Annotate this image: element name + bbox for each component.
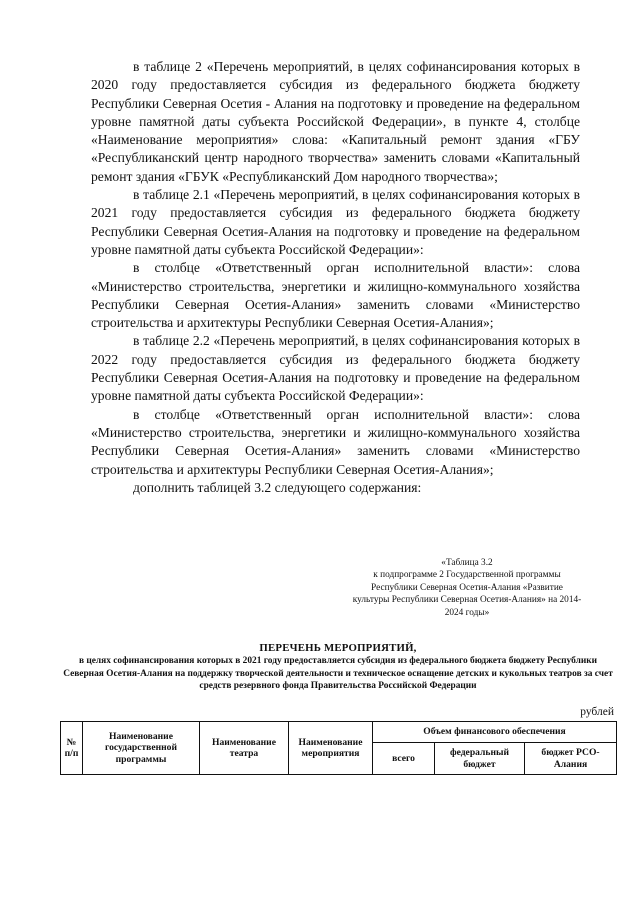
financing-table (60, 721, 617, 775)
header-federal-budget: федеральный бюджет (435, 743, 525, 775)
header-total: всего (373, 743, 435, 775)
paragraph-table-2-2: в таблице 2.2 «Перечень мероприятий, в целях софинансирования которых в 2022 году предоставляется субсидия из федерального бюджета бюджету Республики Северная Осетия-Алания на подготовку и проведение на федеральном уровне памятной даты субъекта Российской Федерации»: (91, 333, 580, 404)
heading-subtitle: в целях софинансирования которых в 2021 году предоставляется субсидия из федерального бюджета бюджету Республики Северная Осетия-Алания на поддержку творческой деятельности и техническое оснащение детских и кукольных театров за счет средств резервного фонда Правительства Российской Федерации (63, 656, 613, 692)
caption-subprogram: к подпрограмме 2 Государственной программы Республики Северная Осетия-Алания «Развитие культуры Республики Северная Осетия-Алания» на 2014-2024 годы» (352, 570, 582, 618)
header-financing-group: Объем финансового обеспечения (373, 722, 617, 743)
paragraph-add-table: дополнить таблицей 3.2 следующего содержания: (133, 479, 422, 495)
header-number: № п/п (61, 722, 83, 775)
header-regional-budget: бюджет РСО-Алания (525, 743, 617, 775)
units-label: рублей (580, 706, 614, 718)
paragraph-table-2-2-column: в столбце «Ответственный орган исполнительной власти»: слова «Министерство строительства, энергетики и жилищно-коммунального хозяйства Республики Северная Осетия-Алания» заменить словами «Министерство строительства и архитектуры Республики Северная Осетия-Алания»; (91, 406, 580, 477)
heading-title: ПЕРЕЧЕНЬ МЕРОПРИЯТИЙ, (259, 642, 417, 654)
table-header-row (61, 722, 617, 743)
header-program: Наименование государственной программы (83, 722, 200, 775)
header-event: Наименование мероприятия (289, 722, 373, 775)
paragraph-table-2: в таблице 2 «Перечень мероприятий, в целях софинансирования которых в 2020 году предоставляется субсидия из федерального бюджета бюджету Республики Северная Осетия - Алания на подготовку и проведение на федеральном уровне памятной даты субъекта Российской Федерации», в пункте 4, столбце «Наименование мероприятия» слова: «Капитальный ремонт здания «ГБУ «Республиканский центр народного творчества» заменить словами «Капитальный ремонт здания «ГБУК «Республиканский Дом народного творчества»; (91, 59, 580, 184)
caption-table-number: «Таблица 3.2 (441, 558, 493, 568)
header-theatre: Наименование театра (200, 722, 289, 775)
paragraph-table-2-1: в таблице 2.1 «Перечень мероприятий, в целях софинансирования которых в 2021 году предоставляется субсидия из федерального бюджета бюджету Республики Северная Осетия-Алания на подготовку и проведение на федеральном уровне памятной даты субъекта Российской Федерации»: (91, 187, 580, 257)
table-caption (352, 557, 582, 619)
paragraph-table-2-1-column: в столбце «Ответственный орган исполнительной власти»: слова «Министерство строительства, энергетики и жилищно-коммунального хозяйства Республики Северная Осетия-Алания» заменить словами «Министерство строительства и архитектуры Республики Северная Осетия-Алания»; (91, 260, 580, 331)
body-text (91, 58, 580, 497)
section-heading (58, 641, 618, 693)
